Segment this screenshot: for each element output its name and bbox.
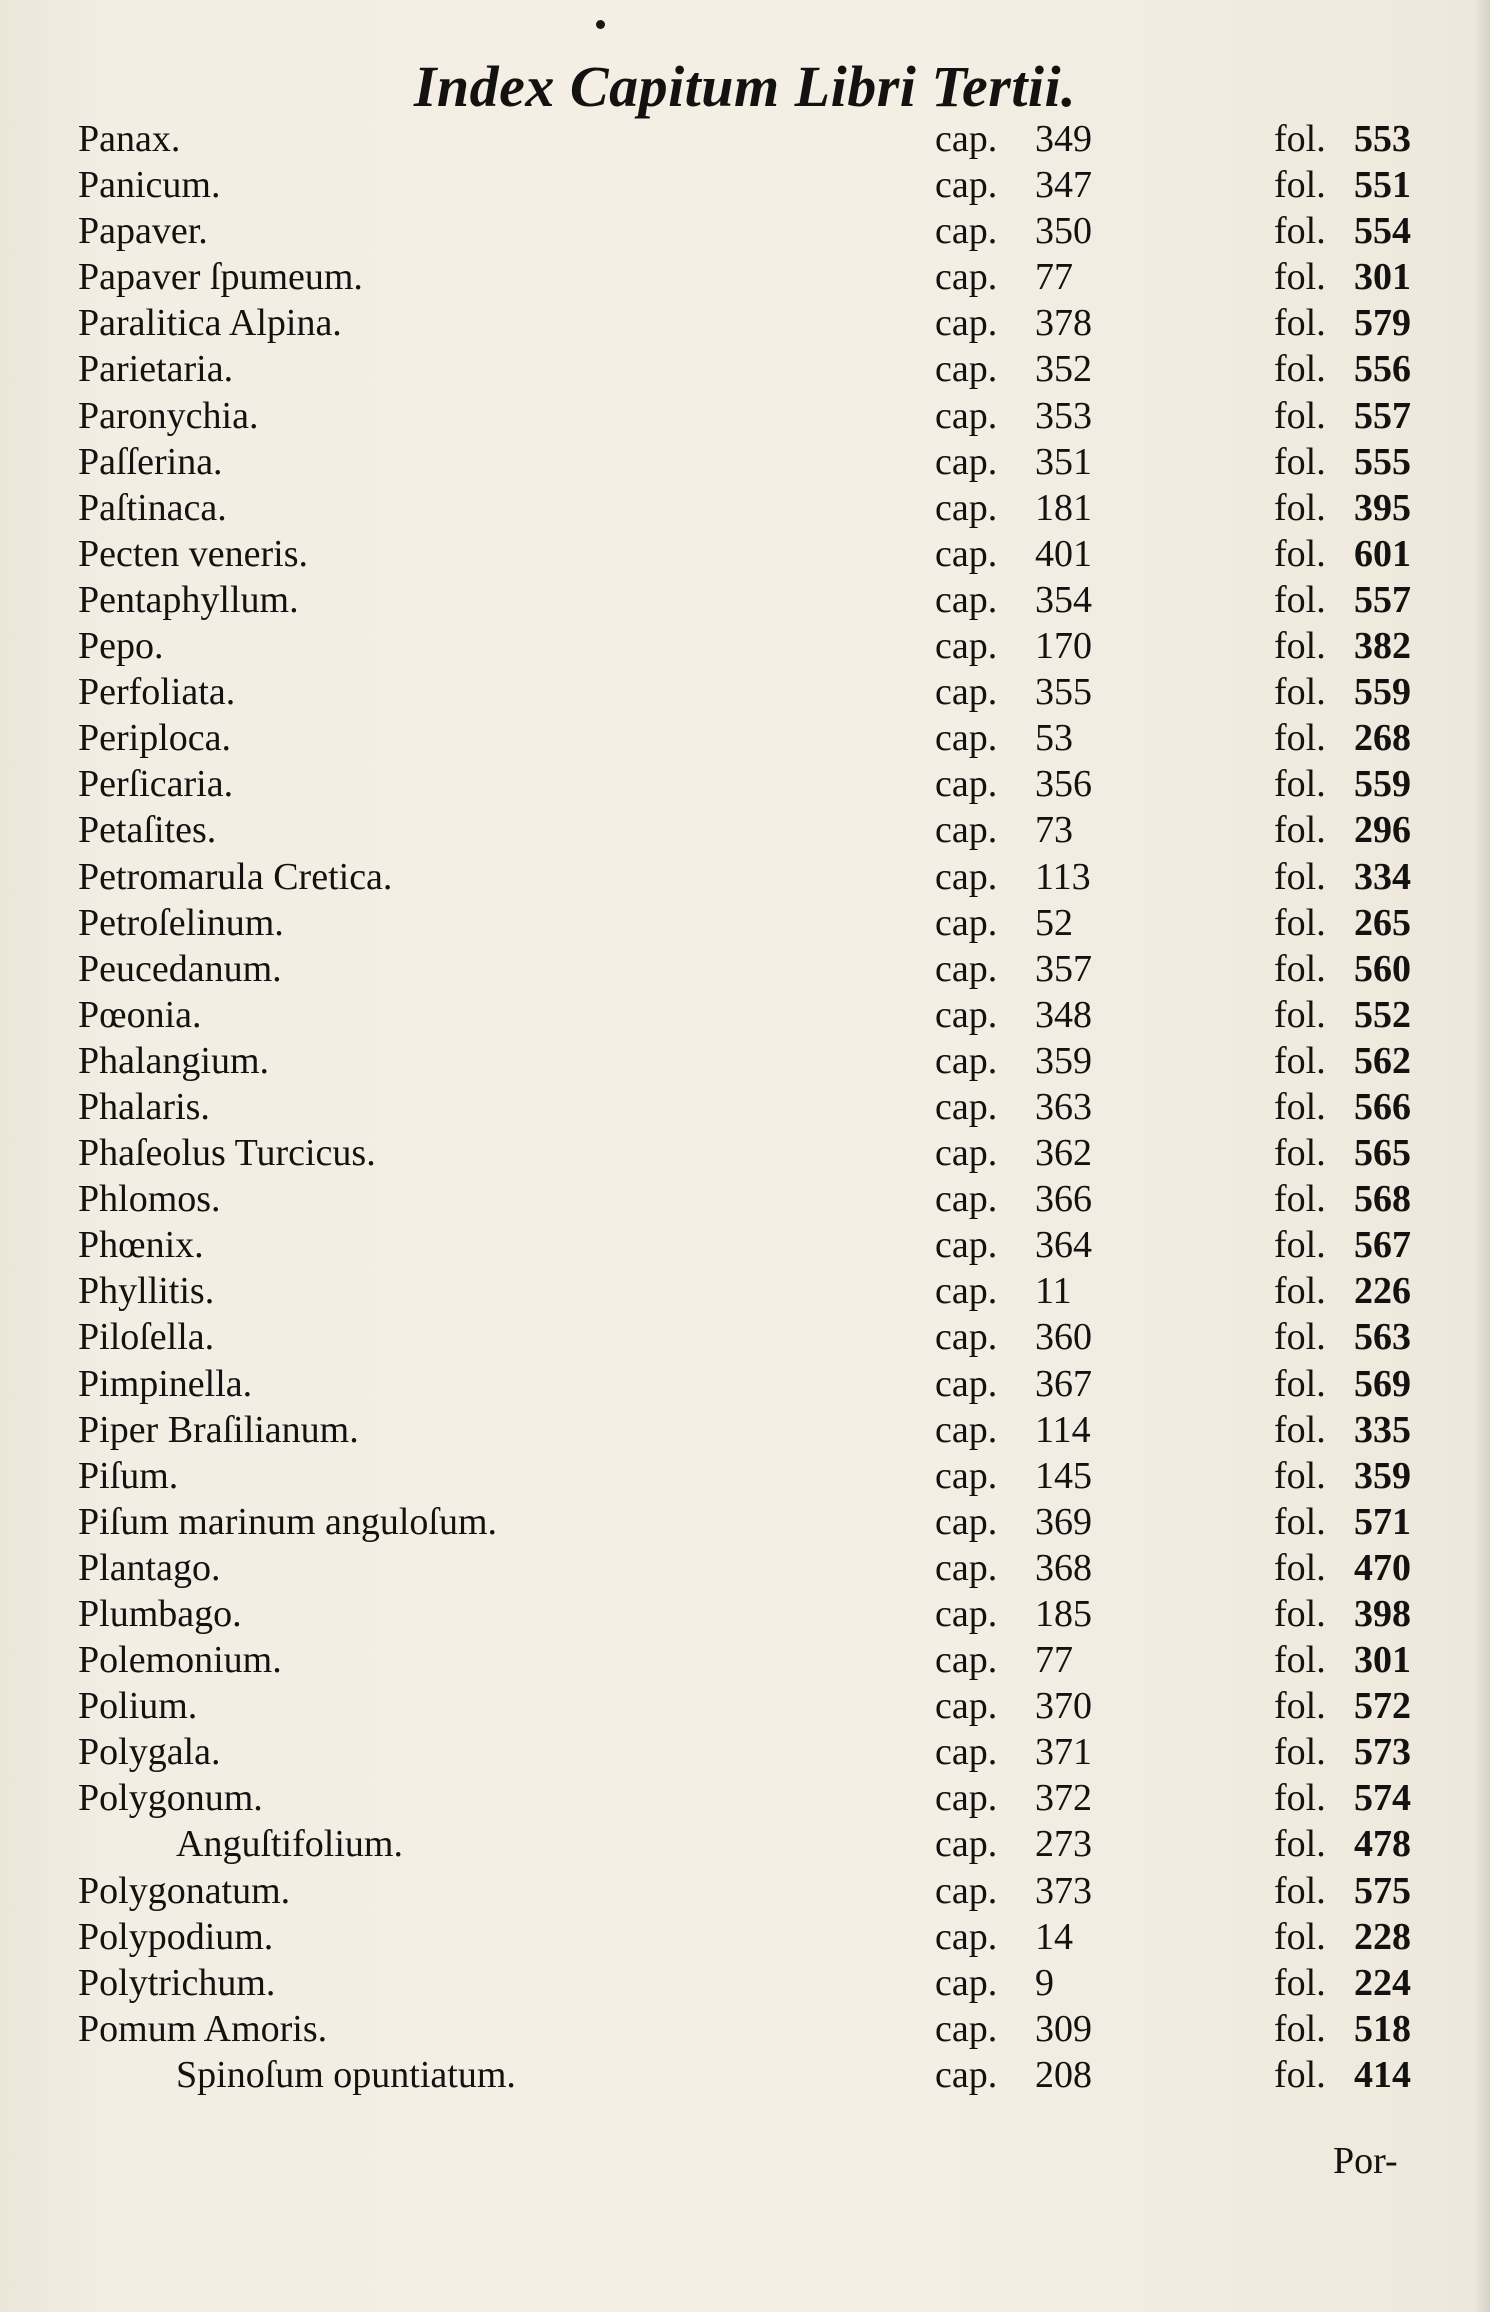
- cap-label: cap.: [935, 1132, 998, 1175]
- fol-label: fol.: [1274, 1869, 1326, 1912]
- fol-number: 334: [1354, 855, 1411, 898]
- cap-number: 368: [1035, 1546, 1092, 1589]
- entry-name: Phalaris.: [78, 1085, 210, 1128]
- fol-label: fol.: [1274, 1777, 1326, 1820]
- cap-label: cap.: [935, 532, 998, 575]
- cap-number: 114: [1035, 1408, 1091, 1451]
- index-entry: [78, 992, 1438, 1038]
- cap-label: cap.: [935, 302, 998, 345]
- entry-name: Piſum marinum anguloſum.: [78, 1500, 498, 1543]
- entry-name: Polypodium.: [78, 1915, 274, 1958]
- cap-number: 353: [1035, 394, 1092, 437]
- fol-label: fol.: [1274, 809, 1326, 852]
- entry-name: Pentaphyllum.: [78, 578, 299, 621]
- entry-name: Plantago.: [78, 1546, 221, 1589]
- cap-label: cap.: [935, 1362, 998, 1405]
- fol-number: 226: [1354, 1270, 1411, 1313]
- fol-label: fol.: [1274, 1362, 1326, 1405]
- fol-number: 470: [1354, 1546, 1411, 1589]
- fol-number: 574: [1354, 1777, 1411, 1820]
- index-entry: [78, 393, 1438, 439]
- index-entry: [78, 1499, 1438, 1545]
- fol-number: 575: [1354, 1869, 1411, 1912]
- entry-name: Papaver.: [78, 210, 208, 253]
- entry-name: Paralitica Alpina.: [78, 302, 342, 345]
- cap-label: cap.: [935, 2007, 998, 2050]
- fol-number: 566: [1354, 1085, 1411, 1128]
- cap-label: cap.: [935, 901, 998, 944]
- entry-name: Polium.: [78, 1685, 198, 1728]
- entry-name: Papaver ſpumeum.: [78, 256, 363, 299]
- cap-number: 73: [1035, 809, 1073, 852]
- cap-number: 355: [1035, 671, 1092, 714]
- cap-label: cap.: [935, 2053, 998, 2096]
- index-entry: [78, 208, 1438, 254]
- index-entry: [78, 2052, 1438, 2098]
- fol-number: 568: [1354, 1178, 1411, 1221]
- entry-name: Piloſella.: [78, 1316, 215, 1359]
- cap-number: 347: [1035, 164, 1092, 207]
- fol-number: 559: [1354, 671, 1411, 714]
- entry-name: Polemonium.: [78, 1639, 282, 1682]
- index-entry: [78, 854, 1438, 900]
- entry-name: Phalangium.: [78, 1039, 270, 1082]
- fol-number: 572: [1354, 1685, 1411, 1728]
- cap-number: 356: [1035, 763, 1092, 806]
- fol-number: 601: [1354, 532, 1411, 575]
- fol-label: fol.: [1274, 486, 1326, 529]
- fol-label: fol.: [1274, 532, 1326, 575]
- page-title: Index Capitum Libri Tertii.: [413, 54, 1077, 119]
- cap-number: 354: [1035, 578, 1092, 621]
- fol-number: 268: [1354, 717, 1411, 760]
- cap-number: 77: [1035, 1639, 1073, 1682]
- entry-name: Phyllitis.: [78, 1270, 215, 1313]
- fol-number: 359: [1354, 1454, 1411, 1497]
- index-entry: [78, 300, 1438, 346]
- fol-label: fol.: [1274, 855, 1326, 898]
- cap-label: cap.: [935, 717, 998, 760]
- entry-name: Pecten veneris.: [78, 532, 309, 575]
- fol-label: fol.: [1274, 118, 1326, 160]
- cap-label: cap.: [935, 1639, 998, 1682]
- fol-number: 565: [1354, 1132, 1411, 1175]
- index-entry: [78, 1868, 1438, 1914]
- cap-number: 373: [1035, 1869, 1092, 1912]
- cap-number: 369: [1035, 1500, 1092, 1543]
- entry-name: Piper Braſilianum.: [78, 1408, 359, 1451]
- cap-number: 367: [1035, 1362, 1092, 1405]
- entry-name: Parietaria.: [78, 348, 234, 391]
- fol-label: fol.: [1274, 1639, 1326, 1682]
- cap-number: 52: [1035, 901, 1073, 944]
- cap-label: cap.: [935, 625, 998, 668]
- cap-label: cap.: [935, 348, 998, 391]
- fol-label: fol.: [1274, 901, 1326, 944]
- fol-number: 398: [1354, 1593, 1411, 1635]
- cap-number: 401: [1035, 532, 1092, 575]
- fol-label: fol.: [1274, 1408, 1326, 1451]
- entry-name: Pepo.: [78, 625, 164, 668]
- cap-number: 372: [1035, 1777, 1092, 1820]
- cap-number: 360: [1035, 1316, 1092, 1359]
- entry-name: Periploca.: [78, 717, 232, 760]
- cap-number: 352: [1035, 348, 1092, 391]
- index-entry: [78, 1453, 1438, 1499]
- index-entry: [78, 1775, 1438, 1821]
- cap-number: 208: [1035, 2053, 1092, 2096]
- cap-label: cap.: [935, 1178, 998, 1221]
- cap-number: 170: [1035, 625, 1092, 668]
- entry-name: Petromarula Cretica.: [78, 855, 393, 898]
- index-entry: [78, 1176, 1438, 1222]
- page-edge-shadow: [1474, 0, 1490, 2312]
- fol-number: 571: [1354, 1500, 1411, 1543]
- cap-number: 350: [1035, 210, 1092, 253]
- cap-label: cap.: [935, 486, 998, 529]
- fol-number: 265: [1354, 901, 1411, 944]
- index-entry: [78, 900, 1438, 946]
- cap-number: 181: [1035, 486, 1092, 529]
- index-entry: [78, 761, 1438, 807]
- index-entry: [78, 807, 1438, 853]
- fol-label: fol.: [1274, 1546, 1326, 1589]
- fol-number: 573: [1354, 1731, 1411, 1774]
- cap-number: 14: [1035, 1915, 1073, 1958]
- cap-label: cap.: [935, 809, 998, 852]
- fol-number: 518: [1354, 2007, 1411, 2050]
- cap-number: 362: [1035, 1132, 1092, 1175]
- cap-number: 11: [1035, 1270, 1072, 1313]
- index-entry: [78, 1222, 1438, 1268]
- cap-label: cap.: [935, 1085, 998, 1128]
- entry-name: Paronychia.: [78, 394, 259, 437]
- entry-name: Paſtinaca.: [78, 486, 227, 529]
- fol-label: fol.: [1274, 256, 1326, 299]
- fol-number: 301: [1354, 256, 1411, 299]
- entry-name: Polytrichum.: [78, 1961, 276, 2004]
- index-entry: [78, 1545, 1438, 1591]
- cap-number: 370: [1035, 1685, 1092, 1728]
- fol-number: 560: [1354, 947, 1411, 990]
- index-entry: [78, 1960, 1438, 2006]
- cap-label: cap.: [935, 1731, 998, 1774]
- index-list: [78, 116, 1438, 2098]
- fol-label: fol.: [1274, 625, 1326, 668]
- fol-number: 557: [1354, 578, 1411, 621]
- fol-label: fol.: [1274, 210, 1326, 253]
- fol-number: 563: [1354, 1316, 1411, 1359]
- fol-label: fol.: [1274, 1961, 1326, 2004]
- fol-label: fol.: [1274, 1823, 1326, 1866]
- index-entry: [78, 1914, 1438, 1960]
- entry-name: Perſicaria.: [78, 763, 234, 806]
- cap-number: 145: [1035, 1454, 1092, 1497]
- index-entry: [78, 1314, 1438, 1360]
- index-entry: [78, 531, 1438, 577]
- cap-label: cap.: [935, 1224, 998, 1267]
- catchword: Por-: [1333, 2140, 1398, 2182]
- cap-label: cap.: [935, 1316, 998, 1359]
- cap-number: 351: [1035, 440, 1092, 483]
- cap-number: 53: [1035, 717, 1073, 760]
- fol-label: fol.: [1274, 394, 1326, 437]
- fol-label: fol.: [1274, 164, 1326, 207]
- index-entry: [78, 1407, 1438, 1453]
- fol-number: 296: [1354, 809, 1411, 852]
- fol-number: 395: [1354, 486, 1411, 529]
- cap-label: cap.: [935, 1869, 998, 1912]
- fol-number: 382: [1354, 625, 1411, 668]
- fol-number: 557: [1354, 394, 1411, 437]
- entry-name: Pomum Amoris.: [78, 2007, 328, 2050]
- cap-label: cap.: [935, 256, 998, 299]
- cap-label: cap.: [935, 440, 998, 483]
- cap-number: 185: [1035, 1593, 1092, 1635]
- cap-number: 371: [1035, 1731, 1092, 1774]
- fol-label: fol.: [1274, 1039, 1326, 1082]
- fol-label: fol.: [1274, 1454, 1326, 1497]
- fol-label: fol.: [1274, 302, 1326, 345]
- entry-name: Polygala.: [78, 1731, 221, 1774]
- fol-number: 579: [1354, 302, 1411, 345]
- fol-number: 555: [1354, 440, 1411, 483]
- fol-label: fol.: [1274, 1685, 1326, 1728]
- index-entry: [78, 254, 1438, 300]
- fol-label: fol.: [1274, 1132, 1326, 1175]
- cap-number: 113: [1035, 855, 1091, 898]
- fol-number: 567: [1354, 1224, 1411, 1267]
- fol-label: fol.: [1274, 993, 1326, 1036]
- entry-name: Panicum.: [78, 164, 221, 207]
- entry-name: Anguſtifolium.: [176, 1823, 403, 1866]
- cap-number: 309: [1035, 2007, 1092, 2050]
- cap-label: cap.: [935, 1039, 998, 1082]
- cap-number: 77: [1035, 256, 1073, 299]
- cap-label: cap.: [935, 1777, 998, 1820]
- entry-name: Phlomos.: [78, 1178, 221, 1221]
- index-entry: [78, 623, 1438, 669]
- cap-label: cap.: [935, 1408, 998, 1451]
- index-entry: [78, 439, 1438, 485]
- fol-number: 551: [1354, 164, 1411, 207]
- fol-number: 554: [1354, 210, 1411, 253]
- fol-number: 228: [1354, 1915, 1411, 1958]
- index-entry: [78, 715, 1438, 761]
- cap-number: 364: [1035, 1224, 1092, 1267]
- index-entry: [78, 669, 1438, 715]
- entry-name: Phaſeolus Turcicus.: [78, 1132, 376, 1175]
- fol-label: fol.: [1274, 1085, 1326, 1128]
- fol-label: fol.: [1274, 440, 1326, 483]
- index-entry: [78, 1268, 1438, 1314]
- entry-name: Polygonatum.: [78, 1869, 291, 1912]
- fol-label: fol.: [1274, 947, 1326, 990]
- fol-label: fol.: [1274, 2053, 1326, 2096]
- index-entry: [78, 1084, 1438, 1130]
- entry-name: Petroſelinum.: [78, 901, 284, 944]
- entry-name: Piſum.: [78, 1454, 179, 1497]
- fol-number: 569: [1354, 1362, 1411, 1405]
- fol-label: fol.: [1274, 763, 1326, 806]
- cap-label: cap.: [935, 763, 998, 806]
- cap-label: cap.: [935, 1454, 998, 1497]
- cap-number: 273: [1035, 1823, 1092, 1866]
- cap-label: cap.: [935, 1961, 998, 2004]
- fol-number: 414: [1354, 2053, 1411, 2096]
- index-entry: [78, 1038, 1438, 1084]
- entry-name: Polygonum.: [78, 1777, 263, 1820]
- fol-label: fol.: [1274, 348, 1326, 391]
- cap-label: cap.: [935, 118, 998, 160]
- entry-name: Panax.: [78, 118, 181, 160]
- cap-number: 357: [1035, 947, 1092, 990]
- entry-name: Pœonia.: [78, 993, 202, 1036]
- fol-label: fol.: [1274, 1178, 1326, 1221]
- fol-label: fol.: [1274, 671, 1326, 714]
- index-entry: [78, 1591, 1438, 1637]
- entry-name: Pimpinella.: [78, 1362, 253, 1405]
- index-entry: [78, 2006, 1438, 2052]
- fol-number: 559: [1354, 763, 1411, 806]
- fol-label: fol.: [1274, 1915, 1326, 1958]
- index-entry: [78, 1683, 1438, 1729]
- fol-label: fol.: [1274, 578, 1326, 621]
- fol-label: fol.: [1274, 1316, 1326, 1359]
- fol-label: fol.: [1274, 1270, 1326, 1313]
- index-entry: [78, 1729, 1438, 1775]
- index-entry: [78, 485, 1438, 531]
- cap-number: 363: [1035, 1085, 1092, 1128]
- cap-label: cap.: [935, 394, 998, 437]
- index-entry: [78, 162, 1438, 208]
- fol-number: 335: [1354, 1408, 1411, 1451]
- cap-number: 348: [1035, 993, 1092, 1036]
- cap-number: 349: [1035, 118, 1092, 160]
- cap-number: 378: [1035, 302, 1092, 345]
- index-entry: [78, 946, 1438, 992]
- cap-label: cap.: [935, 164, 998, 207]
- fol-number: 562: [1354, 1039, 1411, 1082]
- cap-label: cap.: [935, 1823, 998, 1866]
- entry-name: Petaſites.: [78, 809, 217, 852]
- printer-mark: [596, 20, 605, 29]
- entry-name: Peucedanum.: [78, 947, 282, 990]
- index-entry: [78, 346, 1438, 392]
- fol-number: 556: [1354, 348, 1411, 391]
- fol-number: 224: [1354, 1961, 1411, 2004]
- cap-number: 359: [1035, 1039, 1092, 1082]
- index-entry: [78, 577, 1438, 623]
- cap-label: cap.: [935, 578, 998, 621]
- fol-number: 301: [1354, 1639, 1411, 1682]
- cap-label: cap.: [935, 993, 998, 1036]
- cap-label: cap.: [935, 1500, 998, 1543]
- fol-label: fol.: [1274, 717, 1326, 760]
- cap-label: cap.: [935, 947, 998, 990]
- index-entry: [78, 1637, 1438, 1683]
- fol-label: fol.: [1274, 2007, 1326, 2050]
- index-entry: [78, 1821, 1438, 1867]
- cap-label: cap.: [935, 1270, 998, 1313]
- entry-name: Perfoliata.: [78, 671, 236, 714]
- cap-number: 366: [1035, 1178, 1092, 1221]
- fol-label: fol.: [1274, 1500, 1326, 1543]
- fol-number: 553: [1354, 118, 1411, 160]
- cap-label: cap.: [935, 1593, 998, 1635]
- cap-number: 9: [1035, 1961, 1054, 2004]
- entry-name: Spinoſum opuntiatum.: [176, 2053, 516, 2096]
- cap-label: cap.: [935, 1546, 998, 1589]
- fol-number: 552: [1354, 993, 1411, 1036]
- fol-label: fol.: [1274, 1731, 1326, 1774]
- index-entry: [78, 116, 1438, 162]
- cap-label: cap.: [935, 1915, 998, 1958]
- entry-name: Phœnix.: [78, 1224, 204, 1267]
- cap-label: cap.: [935, 1685, 998, 1728]
- index-entry: [78, 1130, 1438, 1176]
- cap-label: cap.: [935, 671, 998, 714]
- cap-label: cap.: [935, 855, 998, 898]
- fol-label: fol.: [1274, 1593, 1326, 1635]
- entry-name: Plumbago.: [78, 1593, 242, 1635]
- fol-label: fol.: [1274, 1224, 1326, 1267]
- index-entry: [78, 1361, 1438, 1407]
- cap-label: cap.: [935, 210, 998, 253]
- fol-number: 478: [1354, 1823, 1411, 1866]
- entry-name: Paſſerina.: [78, 440, 223, 483]
